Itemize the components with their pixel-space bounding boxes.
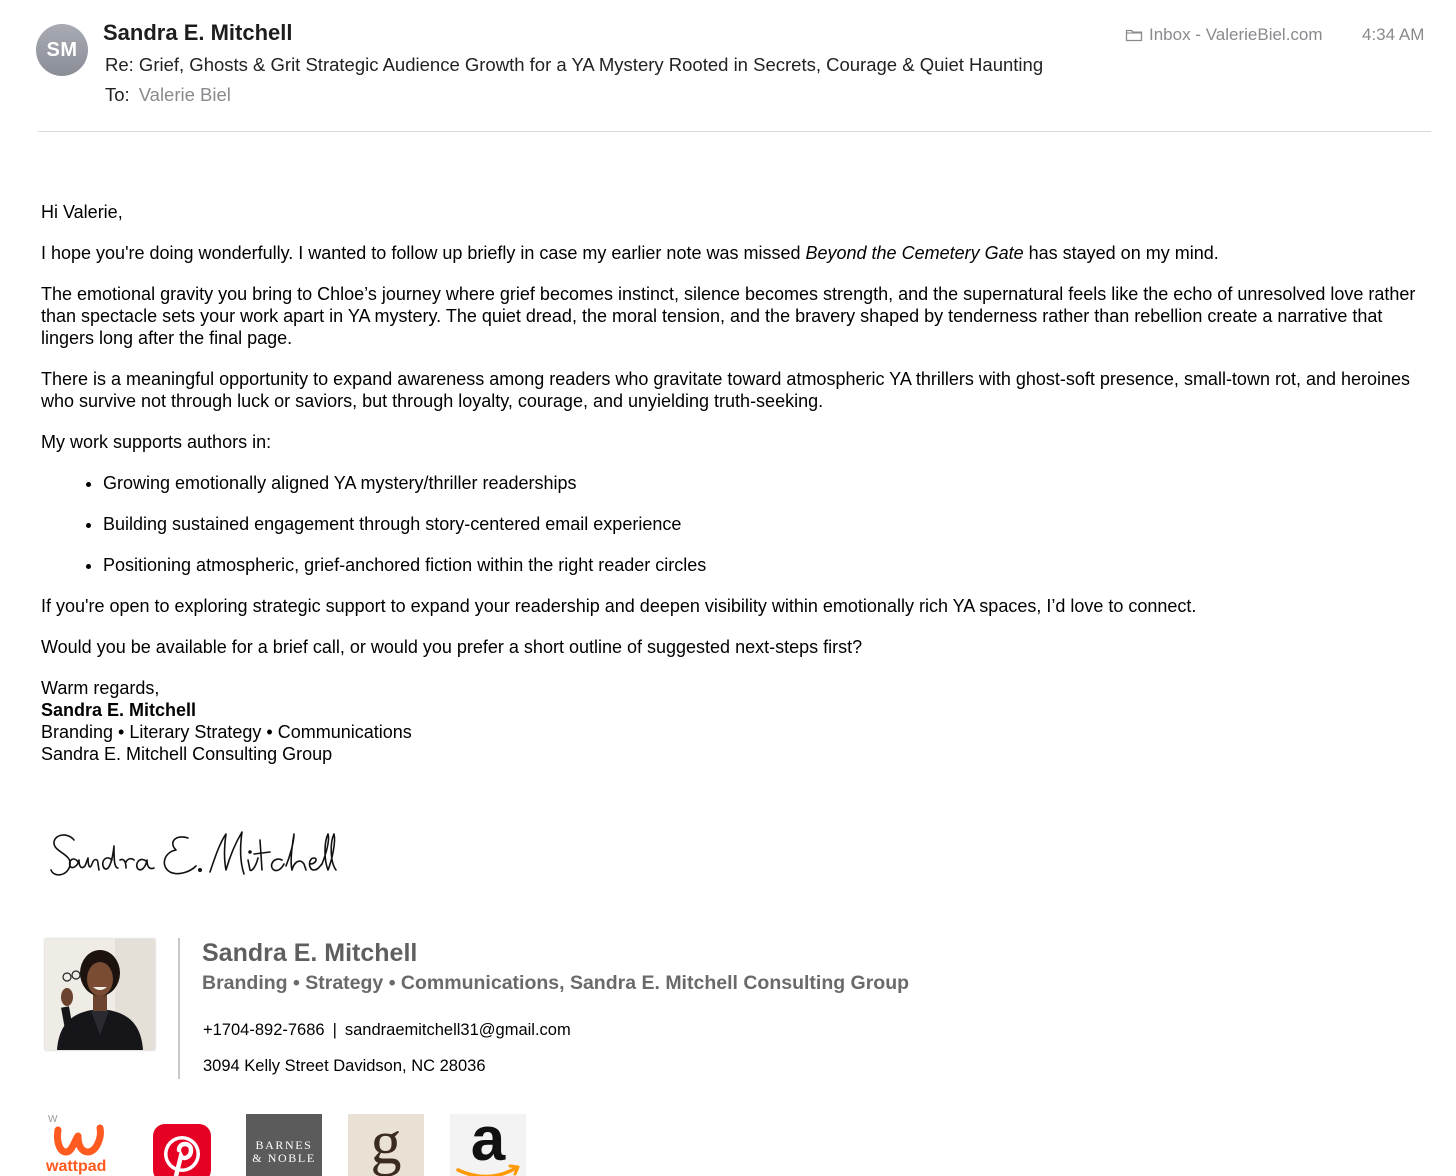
email-body (41, 201, 1426, 765)
paragraph-emotional-gravity: The emotional gravity you bring to Chloe’s journey where grief becomes instinct, silence becomes strength, and the supernatural feels like the echo of unresolved love rather than spectacle sets your work apart in YA mystery. The quiet dread, the moral tension, and the bravery shaped by tenderness rather than rebellion create a narrative that lingers long after the final page. (41, 284, 1416, 348)
paragraph-follow-up (41, 242, 1426, 264)
paragraph-opportunity: There is a meaningful opportunity to expand awareness among readers who gravitate toward atmospheric YA thrillers with ghost-soft presence, small-town rot, and heroines who survive not through luck or saviors, but through loyalty, courage, and unyielding truth-seeking. (41, 369, 1411, 411)
folder-icon (1125, 28, 1143, 42)
profile-photo (45, 939, 155, 1050)
handwritten-signature (48, 826, 338, 886)
amazon-letter: a (470, 1114, 506, 1174)
card-contact (203, 1021, 571, 1040)
contact-separator: | (332, 1021, 337, 1039)
services-list (41, 472, 1426, 576)
wattpad-icon[interactable] (44, 1114, 120, 1176)
amazon-icon[interactable] (450, 1114, 526, 1176)
card-divider (178, 938, 180, 1079)
signature-name: Sandra E. Mitchell (41, 700, 197, 720)
greeting: Hi Valerie, (41, 202, 123, 222)
sender-name[interactable]: Sandra E. Mitchell (103, 20, 293, 45)
list-item: • Growing emotionally aligned YA mystery/thriller readerships (103, 472, 1426, 494)
paragraph-follow-up-end: has stayed on my mind. (1023, 243, 1219, 263)
to-label: To: (105, 84, 130, 105)
received-time: 4:34 AM (1362, 25, 1425, 44)
closing: Warm regards, (41, 678, 160, 698)
header-divider (38, 131, 1431, 132)
paragraph-call-request: Would you be available for a brief call, or would you prefer a short outline of suggested next-steps first? (41, 637, 863, 657)
barnes-noble-line-1: BARNES (255, 1138, 313, 1152)
portrait-image (45, 939, 155, 1050)
signature-roles: Branding • Literary Strategy • Communications (41, 722, 412, 742)
wattpad-label: wattpad (46, 1158, 107, 1175)
sender-avatar: SM (36, 24, 88, 76)
goodreads-letter: g (370, 1114, 402, 1176)
mailbox-location[interactable] (1125, 25, 1323, 45)
paragraph-services-intro: My work supports authors in: (41, 432, 272, 452)
paragraph-follow-up-start: I hope you're doing wonderfully. I wanted to follow up briefly in case my earlier note was missed (41, 243, 806, 263)
paragraph-connect: If you're open to exploring strategic support to expand your readership and deepen visibility within emotionally rich YA spaces, I’d love to connect. (41, 596, 1197, 616)
signature-company: Sandra E. Mitchell Consulting Group (41, 744, 333, 764)
email-link[interactable]: sandraemitchell31@gmail.com (344, 1021, 571, 1039)
card-title: Branding • Strategy • Communications, Sandra E. Mitchell Consulting Group (202, 972, 910, 994)
wattpad-corner-mark: W (48, 1114, 58, 1125)
amazon-smile (450, 1114, 526, 1176)
barnes-noble-icon[interactable] (246, 1114, 322, 1176)
book-title: Beyond the Cemetery Gate (805, 243, 1024, 263)
pinterest-logo (145, 1114, 221, 1176)
barnes-noble-wordmark (246, 1139, 322, 1165)
goodreads-icon[interactable] (348, 1114, 424, 1176)
phone-number[interactable]: +1704-892-7686 (203, 1021, 325, 1039)
text-signature (41, 677, 1426, 765)
recipient-name[interactable]: Valerie Biel (138, 84, 231, 105)
email-subject: Re: Grief, Ghosts & Grit Strategic Audience Growth for a YA Mystery Rooted in Secrets, Courage & Quiet Haunting (105, 54, 1044, 75)
recipient-line (105, 84, 231, 106)
card-address: 3094 Kelly Street Davidson, NC 28036 (203, 1057, 486, 1075)
card-name: Sandra E. Mitchell (202, 939, 418, 967)
barnes-noble-line-2: & NOBLE (252, 1151, 316, 1165)
list-item: • Building sustained engagement through story-centered email experience (103, 513, 1426, 535)
list-item: • Positioning atmospheric, grief-anchored fiction within the right reader circles (103, 554, 1426, 576)
wattpad-w-mark (44, 1118, 120, 1162)
mailbox-label: Inbox - ValerieBiel.com (1149, 25, 1323, 44)
pinterest-icon[interactable] (145, 1114, 221, 1176)
